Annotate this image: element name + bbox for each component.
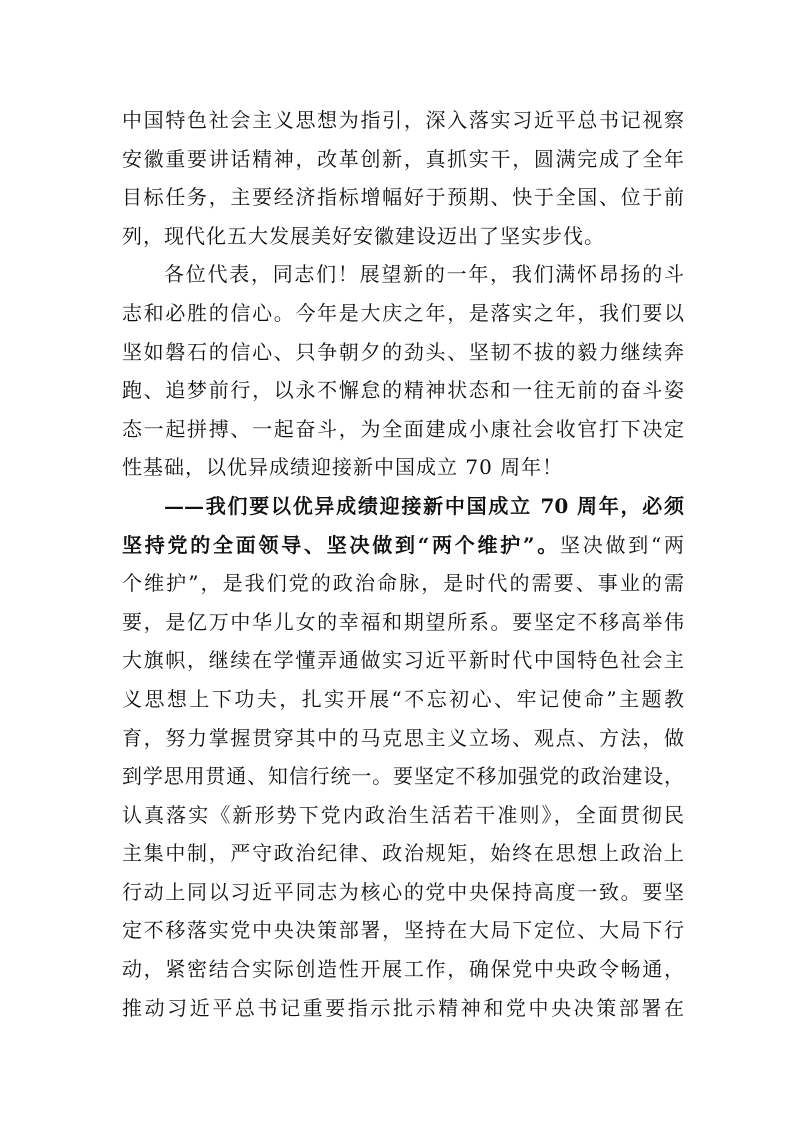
text-line — [122, 294, 684, 333]
text-line — [122, 873, 684, 912]
text-line — [122, 989, 684, 1028]
body-text: 认真落实《新形势下党内政治生活若干准则》，全面贯彻民 — [122, 802, 684, 827]
body-text: 义思想上下功夫，扎实开展“不忘初心、牢记使命”主题教 — [122, 686, 684, 711]
text-line — [122, 333, 684, 372]
text-line — [122, 526, 684, 565]
body-text: 中国特色社会主义思想为指引，深入落实习近平总书记视察 — [122, 108, 684, 132]
body-text: 坚如磐石的信心、只争朝夕的劲头、坚韧不拔的毅力继续奔 — [122, 339, 684, 364]
body-text: 个维护”，是我们党的政治命脉，是时代的需要、事业的需 — [122, 571, 684, 596]
text-line — [122, 410, 684, 449]
text-line — [122, 603, 684, 642]
body-text: 跑、追梦前行，以永不懈怠的精神状态和一往无前的奋斗姿 — [122, 378, 684, 403]
body-text: 志和必胜的信心。今年是大庆之年，是落实之年，我们要以 — [122, 300, 684, 325]
text-line — [122, 796, 684, 835]
body-text: 各位代表，同志们！展望新的一年，我们满怀昂扬的斗 — [164, 262, 684, 287]
text-line — [122, 950, 684, 989]
text-line — [122, 217, 684, 256]
body-text: 性基础，以优异成绩迎接新中国成立 70 周年！ — [122, 455, 564, 480]
body-text: 行动上同以习近平同志为核心的党中央保持高度一致。要坚 — [122, 879, 684, 904]
text-line — [122, 255, 684, 294]
body-text: 目标任务，主要经济指标增幅好于预期、快于全国、位于前 — [122, 185, 684, 210]
text-line — [122, 140, 684, 179]
body-text: 安徽重要讲话精神，改革创新，真抓实干，圆满完成了全年 — [122, 146, 684, 171]
body-text: 大旗帜，继续在学懂弄通做实习近平新时代中国特色社会主 — [122, 648, 684, 673]
body-text: 到学思用贯通、知信行统一。要坚定不移加强党的政治建设， — [122, 764, 684, 789]
document-body — [122, 101, 684, 1027]
text-line — [122, 680, 684, 719]
paragraph — [122, 255, 684, 487]
body-text: 动，紧密结合实际创造性开展工作，确保党中央政令畅通， — [122, 957, 684, 982]
body-text: 要，是亿万中华儿女的幸福和期望所系。要坚定不移高举伟 — [122, 609, 684, 634]
body-text: 推动习近平总书记重要指示批示精神和党中央决策部署在 — [122, 995, 684, 1020]
body-text: 定不移落实党中央决策部署，坚持在大局下定位、大局下行 — [122, 918, 684, 943]
body-text: 列，现代化五大发展美好安徽建设迈出了坚实步伐。 — [122, 223, 605, 248]
body-text: 育，努力掌握贯穿其中的马克思主义立场、观点、方法，做 — [122, 725, 684, 750]
text-line — [122, 448, 684, 487]
text-line — [122, 757, 684, 796]
text-line — [122, 719, 684, 758]
text-line — [122, 564, 684, 603]
paragraph — [122, 101, 684, 255]
text-line — [122, 178, 684, 217]
text-line — [122, 371, 684, 410]
text-line — [122, 641, 684, 680]
body-text: 主集中制，严守政治纪律、政治规矩，始终在思想上政治上 — [122, 841, 684, 866]
bold-text: ——我们要以优异成绩迎接新中国成立 70 周年，必须 — [164, 493, 684, 518]
text-line — [122, 834, 684, 873]
paragraph — [122, 487, 684, 1027]
text-line — [122, 911, 684, 950]
bold-text: 坚持党的全面领导、坚决做到“两个维护”。 — [122, 532, 561, 557]
body-text: 坚决做到“两 — [560, 532, 684, 557]
text-line — [122, 487, 684, 526]
body-text: 态一起拼搏、一起奋斗，为全面建成小康社会收官打下决定 — [122, 416, 684, 441]
text-line — [122, 101, 684, 140]
